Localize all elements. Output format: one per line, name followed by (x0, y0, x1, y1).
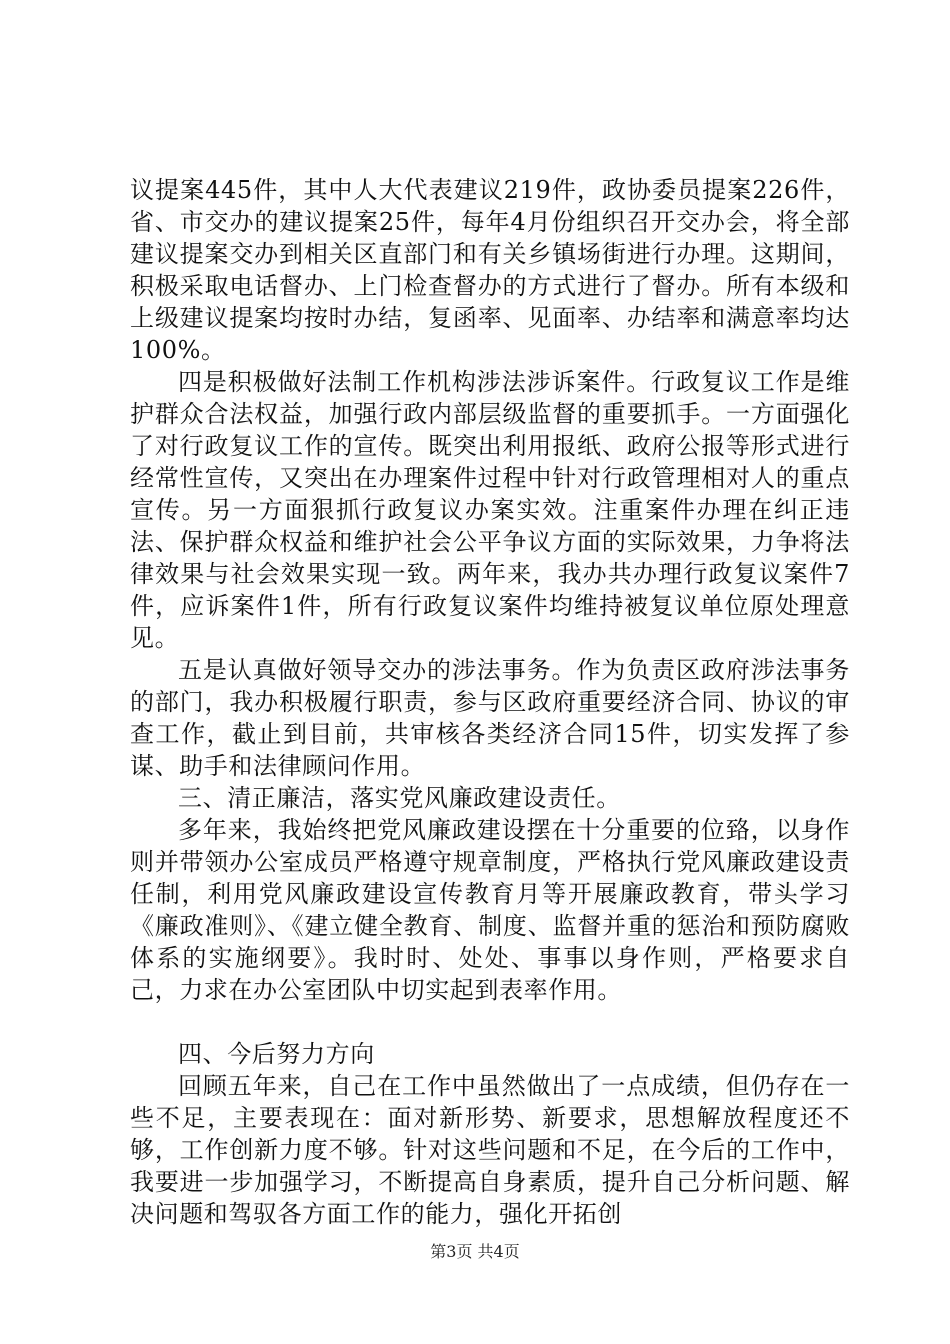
document-body (130, 174, 850, 1230)
paragraph-spacer (130, 1006, 850, 1038)
paragraph-future: 回顾五年来，自己在工作中虽然做出了一点成绩，但仍存在一些不足，主要表现在：面对新形势、新要求，思想解放程度还不够，工作创新力度不够。针对这些问题和不足，在今后的工作中，我要进一步加强学习，不断提高自身素质，提升自己分析问题、解决问题和驾驭各方面工作的能力，强化开拓创 (130, 1072, 850, 1228)
paragraph-integrity: 多年来，我始终把党风廉政建设摆在十分重要的位臵，以身作则并带领办公室成员严格遵守规章制度，严格执行党风廉政建设责任制，利用党风廉政建设宣传教育月等开展廉政教育，带头学习《廉政准则》、《建立健全教育、制度、监督并重的惩治和预防腐败体系的实施纲要》。我时时、处处、事事以身作则，严格要求自己，力求在办公室团队中切实起到表率作用。 (130, 816, 850, 1004)
page-number-footer: 第3页 共4页 (430, 1242, 520, 1261)
section-heading-future: 四、今后努力方向 (178, 1040, 375, 1068)
paragraph-legal-affairs: 五是认真做好领导交办的涉法事务。作为负责区政府涉法事务的部门，我办积极履行职责，参与区政府重要经济合同、协议的审查工作，截止到目前，共审核各类经济合同15件，切实发挥了参谋、助手和法律顾问作用。 (130, 656, 850, 780)
section-heading-integrity: 三、清正廉洁，落实党风廉政建设责任。 (178, 784, 621, 812)
paragraph-legal-cases: 四是积极做好法制工作机构涉法涉诉案件。行政复议工作是维护群众合法权益，加强行政内部层级监督的重要抓手。一方面强化了对行政复议工作的宣传。既突出利用报纸、政府公报等形式进行经常性宣传，又突出在办理案件过程中针对行政管理相对人的重点宣传。另一方面狠抓行政复议办案实效。注重案件办理在纠正违法、保护群众权益和维护社会公平争议方面的实际效果，力争将法律效果与社会效果实现一致。两年来，我办共办理行政复议案件7件，应诉案件1件，所有行政复议案件均维持被复议单位原处理意见。 (130, 368, 850, 652)
paragraph-proposals-continued: 议提案445件，其中人大代表建议219件，政协委员提案226件，省、市交办的建议提案25件，每年4月份组织召开交办会，将全部建议提案交办到相关区直部门和有关乡镇场街进行办理。这期间，积极采取电话督办、上门检查督办的方式进行了督办。所有本级和上级建议提案均按时办结，复函率、见面率、办结率和满意率均达100%。 (130, 176, 850, 364)
